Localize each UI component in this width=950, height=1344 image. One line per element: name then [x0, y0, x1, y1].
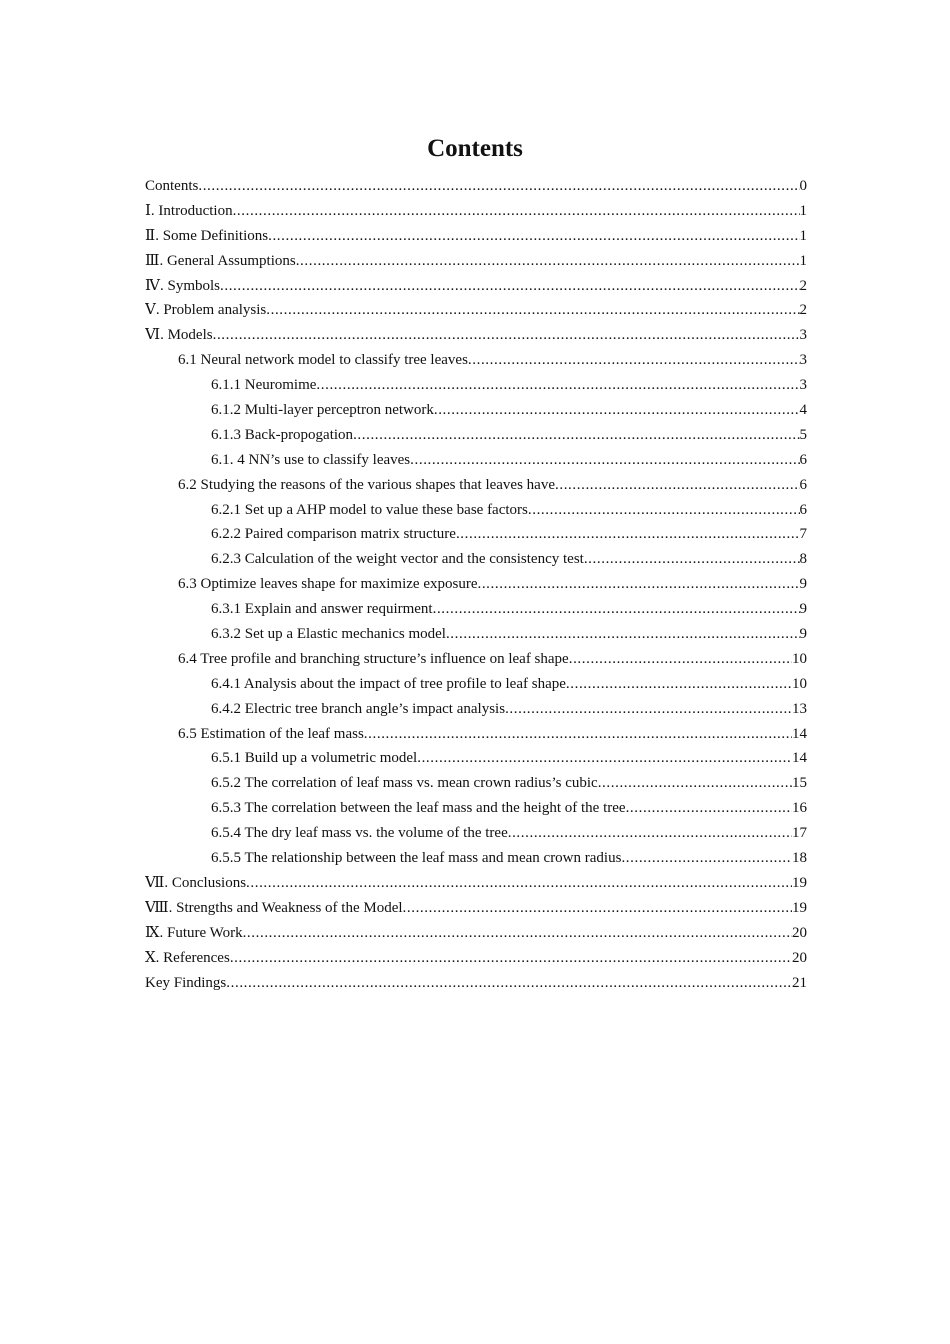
toc-entry-page-number: 9 [799, 601, 807, 618]
toc-entry[interactable] [145, 846, 807, 871]
dot-leader [528, 498, 800, 523]
dot-leader [598, 771, 792, 796]
toc-entry-page-number: 1 [799, 252, 807, 269]
toc-entry[interactable] [145, 971, 807, 996]
toc-entry-page-number: 7 [799, 526, 807, 543]
dot-leader [433, 597, 800, 622]
toc-entry[interactable] [145, 921, 807, 946]
dot-leader [226, 971, 792, 996]
toc-entry-title: 6.3.2 Set up a Elastic mechanics model [211, 626, 446, 643]
toc-entry[interactable] [145, 871, 807, 896]
toc-entry-page-number: 18 [792, 850, 807, 867]
dot-leader [316, 373, 799, 398]
toc-entry[interactable] [145, 274, 807, 299]
toc-entry[interactable] [145, 622, 807, 647]
dot-leader [566, 672, 792, 697]
toc-entry[interactable] [145, 647, 807, 672]
toc-entry-title: 6.5.4 The dry leaf mass vs. the volume of the tree [211, 825, 508, 842]
toc-entry-page-number: 6 [799, 476, 807, 493]
dot-leader [569, 647, 792, 672]
toc-entry[interactable] [145, 746, 807, 771]
toc-entry[interactable] [145, 199, 807, 224]
toc-entry-page-number: 3 [799, 377, 807, 394]
toc-entry-title: Ⅶ. Conclusions [145, 874, 247, 891]
toc-entry-page-number: 1 [799, 202, 807, 219]
toc-entry-page-number: 0 [799, 178, 807, 194]
toc-entry-title: 6.2.2 Paired comparison matrix structure [211, 526, 456, 543]
toc-entry-page-number: 6 [799, 451, 807, 468]
page-title: Contents [427, 135, 523, 162]
toc-entry-title: 6.5.2 The correlation of leaf mass vs. mean crown radius’s cubic [211, 775, 598, 792]
toc-entry-title: Ⅴ. Problem analysis [145, 302, 267, 319]
toc-entry[interactable] [145, 174, 807, 199]
dot-leader [410, 448, 799, 473]
dot-leader [243, 921, 792, 946]
toc-entry-page-number: 10 [792, 650, 807, 667]
toc-entry-title: 6.2 Studying the reasons of the various shapes that leaves have [178, 476, 555, 493]
toc-entry[interactable] [145, 896, 807, 921]
toc-entry[interactable] [145, 771, 807, 796]
toc-entry[interactable] [145, 672, 807, 697]
dot-leader [446, 622, 800, 647]
toc-entry[interactable] [145, 522, 807, 547]
toc-entry-title: 6.5.5 The relationship between the leaf mass and mean crown radius [211, 850, 622, 867]
toc-entry-page-number: 2 [799, 302, 807, 319]
toc-entry-page-number: 9 [799, 576, 807, 593]
toc-entry-page-number: 4 [799, 402, 807, 419]
toc-entry[interactable] [145, 473, 807, 498]
dot-leader [468, 348, 800, 373]
toc-entry-page-number: 8 [799, 551, 807, 568]
toc-entry[interactable] [145, 448, 807, 473]
toc-entry-page-number: 1 [799, 227, 807, 244]
toc-entry[interactable] [145, 572, 807, 597]
dot-leader [220, 274, 800, 299]
toc-entry-title: Ⅰ. Introduction [145, 202, 233, 219]
dot-leader [626, 796, 792, 821]
toc-entry-page-number: 17 [792, 825, 807, 842]
toc-entry-page-number: 19 [792, 899, 807, 916]
toc-entry[interactable] [145, 298, 807, 323]
toc-entry-title: 6.5.1 Build up a volumetric model [211, 750, 418, 767]
dot-leader [505, 697, 792, 722]
toc-entry-page-number: 10 [792, 675, 807, 692]
dot-leader [508, 821, 792, 846]
toc-entry[interactable] [145, 348, 807, 373]
toc-entry-title: 6.3.1 Explain and answer requirment [211, 601, 433, 618]
toc-entry[interactable] [145, 697, 807, 722]
toc-entry-title: Ⅱ. Some Definitions [145, 227, 269, 244]
toc-entry-title: Ⅳ. Symbols [145, 277, 220, 294]
toc-entry-page-number: 15 [792, 775, 807, 792]
toc-entry-title: 6.5.3 The correlation between the leaf mass and the height of the tree [211, 800, 626, 817]
toc-entry-page-number: 3 [799, 352, 807, 369]
toc-entry-title: 6.4.1 Analysis about the impact of tree profile to leaf shape [211, 675, 566, 692]
toc-entry-title: Contents [145, 178, 199, 194]
dot-leader [477, 572, 799, 597]
toc-entry-page-number: 16 [792, 800, 807, 817]
toc-entry-title: 6.2.1 Set up a AHP model to value these base factors [211, 501, 528, 518]
toc-entry-page-number: 2 [799, 277, 807, 294]
toc-entry-title: Ⅸ. Future Work [145, 924, 243, 941]
toc-entry[interactable] [145, 547, 807, 572]
toc-entry-title: 6.1 Neural network model to classify tree leaves [178, 352, 468, 369]
toc-entry-page-number: 19 [792, 874, 807, 891]
toc-entry[interactable] [145, 722, 807, 747]
toc-entry-title: 6.4.2 Electric tree branch angle’s impact analysis [211, 700, 506, 717]
toc-entry-page-number: 9 [799, 626, 807, 643]
toc-entry[interactable] [145, 423, 807, 448]
toc-entry-page-number: 14 [792, 725, 807, 742]
toc-entry[interactable] [145, 796, 807, 821]
table-of-contents [145, 174, 807, 995]
dot-leader [233, 199, 800, 224]
dot-leader [213, 323, 800, 348]
dot-leader [417, 746, 792, 771]
toc-entry[interactable] [145, 224, 807, 249]
toc-entry-title: Ⅹ. References [145, 949, 230, 966]
toc-entry-page-number: 3 [799, 327, 807, 344]
toc-entry-page-number: 20 [792, 924, 807, 941]
toc-entry-title: 6.2.3 Calculation of the weight vector and the consistency test [211, 551, 584, 568]
toc-entry-title: 6.3 Optimize leaves shape for maximize exposure [178, 576, 478, 593]
toc-entry[interactable] [145, 373, 807, 398]
dot-leader [456, 522, 800, 547]
toc-entry-title: Ⅵ. Models [145, 327, 213, 344]
toc-entry-page-number: 5 [799, 426, 807, 443]
toc-entry-title: Key Findings [145, 974, 227, 991]
dot-leader [198, 174, 799, 199]
toc-entry-title: 6.4 Tree profile and branching structure’s influence on leaf shape [178, 650, 569, 667]
toc-entry-page-number: 20 [792, 949, 807, 966]
toc-entry-page-number: 13 [792, 700, 807, 717]
toc-entry-title: Ⅲ. General Assumptions [145, 252, 296, 269]
dot-leader [555, 473, 800, 498]
dot-leader [266, 298, 799, 323]
toc-entry[interactable] [145, 323, 807, 348]
toc-entry-title: Ⅷ. Strengths and Weakness of the Model [145, 899, 403, 916]
dot-leader [246, 871, 792, 896]
dot-leader [230, 946, 792, 971]
dot-leader [364, 722, 792, 747]
dot-leader [403, 896, 792, 921]
dot-leader [268, 224, 799, 249]
toc-entry[interactable] [145, 249, 807, 274]
toc-entry[interactable] [145, 821, 807, 846]
dot-leader [434, 398, 800, 423]
dot-leader [584, 547, 800, 572]
toc-entry-page-number: 6 [799, 501, 807, 518]
toc-entry-page-number: 21 [792, 974, 807, 991]
toc-entry-title: 6.1. 4 NN’s use to classify leaves [211, 451, 411, 468]
toc-entry-title: 6.1.2 Multi-layer perceptron network [211, 402, 434, 419]
dot-leader [353, 423, 799, 448]
toc-entry-title: 6.1.1 Neuromime [211, 377, 317, 394]
toc-entry-title: 6.1.3 Back-propogation [211, 426, 354, 443]
toc-entry[interactable] [145, 498, 807, 523]
toc-entry[interactable] [145, 597, 807, 622]
toc-entry[interactable] [145, 946, 807, 971]
dot-leader [621, 846, 792, 871]
dot-leader [296, 249, 800, 274]
toc-entry-page-number: 14 [792, 750, 807, 767]
toc-entry[interactable] [145, 398, 807, 423]
toc-entry-title: 6.5 Estimation of the leaf mass [178, 725, 364, 742]
